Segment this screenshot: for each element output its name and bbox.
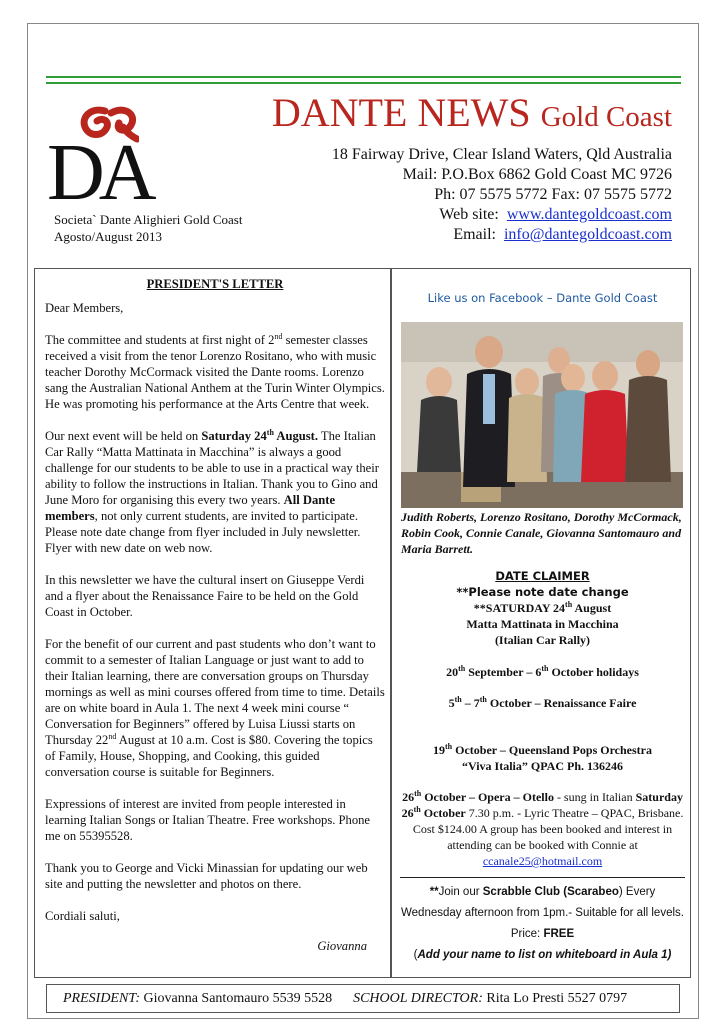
bold-run: Scrabble Club (Scarabeo — [482, 886, 619, 898]
text-run: For the benefit of our current and past students who don’t want to commit to a semester of Italian Language or just want to add to their Italian learning, there are conversation groups on Thursday mornings as well as mini courses offered from time to time. Details are on white board in Aula 1. The next 4 week mini course “ Conversation for Beginners” offered by Luisa Liussi starts on Thursday 22 — [45, 637, 385, 747]
text-run: , not only current students, are invited to participate. Please note date change from flyer included in July newsletter. Flyer with new date on web now. — [45, 509, 361, 555]
text-run: semester classes received a visit from the tenor Lorenzo Rositano, who with music teacher Dorothy McCormack visited the Dante rooms. Lorenzo sang the Australian National Anthem at the Turin Winter Olympics. He was promoting his performance at the Arts Centre that week. — [45, 333, 385, 411]
text-run: 26 — [402, 790, 415, 804]
group-photo — [401, 322, 683, 508]
letter-greeting: Dear Members, — [45, 301, 124, 315]
scrabble-note: Add your name to list on whiteboard in Aula 1) — [417, 949, 672, 961]
text-run: August at 10 a.m. Cost is $80. Covering the topics of Family, House, Shopping, and Cooking, this guided conversation course is suitable for Beginners. — [45, 733, 373, 779]
event-car-rally — [400, 600, 685, 616]
text-run: ) Every Wednesday afternoon from 1pm.- Suitable for all levels. Price: — [401, 886, 684, 940]
bold-run: “Viva Italia” QPAC Ph. 136246 — [462, 759, 623, 773]
event-holidays — [400, 664, 685, 680]
header-rule-top — [46, 76, 681, 78]
connie-email-link[interactable]: ccanale25@hotmail.com — [482, 854, 603, 868]
superscript: th — [565, 600, 573, 609]
letter-paragraph-1 — [45, 332, 385, 412]
text-run: **SATURDAY 24 — [473, 601, 566, 615]
letter-signature: Giovanna — [317, 939, 367, 953]
text-run: Join our — [438, 886, 483, 898]
text-run: Saturday 26 — [401, 790, 683, 820]
newsletter-title — [271, 90, 672, 135]
superscript: nd — [274, 331, 283, 341]
superscript: nd — [108, 731, 117, 741]
text-run: ( — [413, 949, 418, 961]
bold-run: (Italian Car Rally) — [494, 633, 591, 647]
superscript: th — [479, 695, 487, 704]
title-main: DANTE NEWS — [271, 90, 531, 135]
claimer-note: **Please note date change — [456, 585, 629, 599]
event-car-rally-name — [400, 616, 685, 632]
president-label: PRESIDENT: — [63, 991, 140, 1006]
date-claimer — [400, 568, 685, 869]
event-opera — [400, 789, 685, 869]
superscript: th — [541, 664, 549, 673]
text-run: October – Queensland Pops Orchestra — [452, 743, 652, 757]
photo-caption: Judith Roberts, Lorenzo Rositano, Dorothy McCormack, Robin Cook, Connie Canale, Giovanna Santomauro and Maria Barrett. — [401, 510, 682, 556]
email-label: Email: — [453, 226, 496, 243]
letter-paragraph-5: Expressions of interest are invited from people interested in learning Italian Songs or Italian Theatre. Free workshops. Phone me on 55395528. — [45, 797, 371, 843]
superscript: th — [454, 695, 462, 704]
dante-logo — [47, 103, 162, 217]
group-photo-image — [401, 322, 683, 508]
text-run: October holidays — [548, 665, 639, 679]
text-run: 20 — [446, 665, 459, 679]
mail-address: Mail: P.O.Box 6862 Gold Coast MC 9726 — [402, 166, 672, 183]
letter-paragraph-2 — [45, 428, 385, 556]
event-renaissance — [400, 695, 685, 711]
text-run: 19 — [432, 743, 445, 757]
text-run: The committee and students at first night of 2 — [45, 333, 275, 347]
email-line — [332, 225, 672, 245]
website-line — [332, 205, 672, 225]
footer-contacts — [46, 984, 680, 1013]
director-label: SCHOOL DIRECTOR: — [353, 991, 483, 1006]
text-run: – 7 — [461, 696, 480, 710]
superscript: th — [458, 664, 466, 673]
text-run: October – Renaissance Faire — [486, 696, 637, 710]
contact-block — [332, 145, 672, 245]
superscript: th — [414, 789, 422, 798]
text-run: August — [572, 601, 612, 615]
society-block — [54, 211, 242, 245]
presidents-letter — [45, 276, 385, 954]
event-pops-orchestra — [400, 742, 685, 758]
text-run: 7.30 p.m. - Lyric Theatre – QPAC, Brisbane. Cost $124.00 A group has been booked and interest in attending can be booked with Connie at — [412, 806, 684, 852]
scrabble-divider — [400, 877, 685, 878]
issue-date: Agosto/August 2013 — [54, 229, 162, 244]
superscript: th — [444, 742, 453, 751]
letter-paragraph-3: In this newsletter we have the cultural insert on Giuseppe Verdi and a flyer about the Renaissance Faire to be held on the Gold Coast in October. — [45, 573, 365, 619]
street-address: 18 Fairway Drive, Clear Island Waters, Qld Australia — [331, 146, 672, 163]
claimer-heading: DATE CLAIMER — [495, 569, 590, 583]
letter-heading: PRESIDENT'S LETTER — [146, 277, 284, 291]
letter-paragraph-6: Thank you to George and Vicki Minassian for updating our web site and putting the newsletter and photos on there. — [45, 861, 368, 891]
text-run: - sung in Italian — [553, 790, 633, 804]
bold-run: Saturday 24 — [201, 429, 267, 443]
website-link[interactable]: www.dantegoldcoast.com — [506, 206, 672, 223]
text-run: Our next event will be held on — [45, 429, 202, 443]
event-car-rally-sub — [400, 632, 685, 648]
superscript: th — [266, 427, 274, 437]
text-run: October — [420, 806, 466, 820]
director-value: Rita Lo Presti 5527 0797 — [482, 991, 628, 1006]
website-label: Web site: — [439, 206, 499, 223]
phone-fax: Ph: 07 5575 5772 Fax: 07 5575 5772 — [434, 186, 672, 203]
bold-run: August. — [273, 429, 319, 443]
text-run: 5 — [448, 696, 455, 710]
superscript: th — [413, 805, 421, 814]
event-pops-detail — [400, 758, 685, 774]
letter-closing: Cordiali saluti, — [45, 909, 120, 923]
bold-run: All Dante members — [45, 493, 336, 523]
text-run: The Italian Car Rally “Matta Mattinata in Macchina” is always a good challenge for our students to be able to use in a practical way their ability to follow the instructions in Italian. Thank you to Gino and June Moro for organising this every two years. — [45, 429, 379, 507]
letter-paragraph-4 — [45, 636, 385, 780]
email-link[interactable]: info@dantegoldcoast.com — [503, 226, 672, 243]
title-sub: Gold Coast — [540, 101, 672, 133]
logo-text: DA — [47, 129, 151, 217]
president-value: Giovanna Santomauro 5539 5528 — [140, 991, 333, 1006]
price-label: FREE — [543, 928, 575, 940]
text-run: October – Opera – Otello — [421, 790, 554, 804]
header-rule-bottom — [46, 82, 681, 84]
society-name: Societa` Dante Alighieri Gold Coast — [54, 212, 243, 227]
bold-run: ** — [429, 886, 439, 898]
bold-run: Matta Mattinata in Macchina — [466, 617, 619, 631]
scrabble-notice — [400, 882, 685, 966]
facebook-link[interactable]: Like us on Facebook – Dante Gold Coast — [427, 291, 658, 305]
text-run: September – 6 — [465, 665, 542, 679]
